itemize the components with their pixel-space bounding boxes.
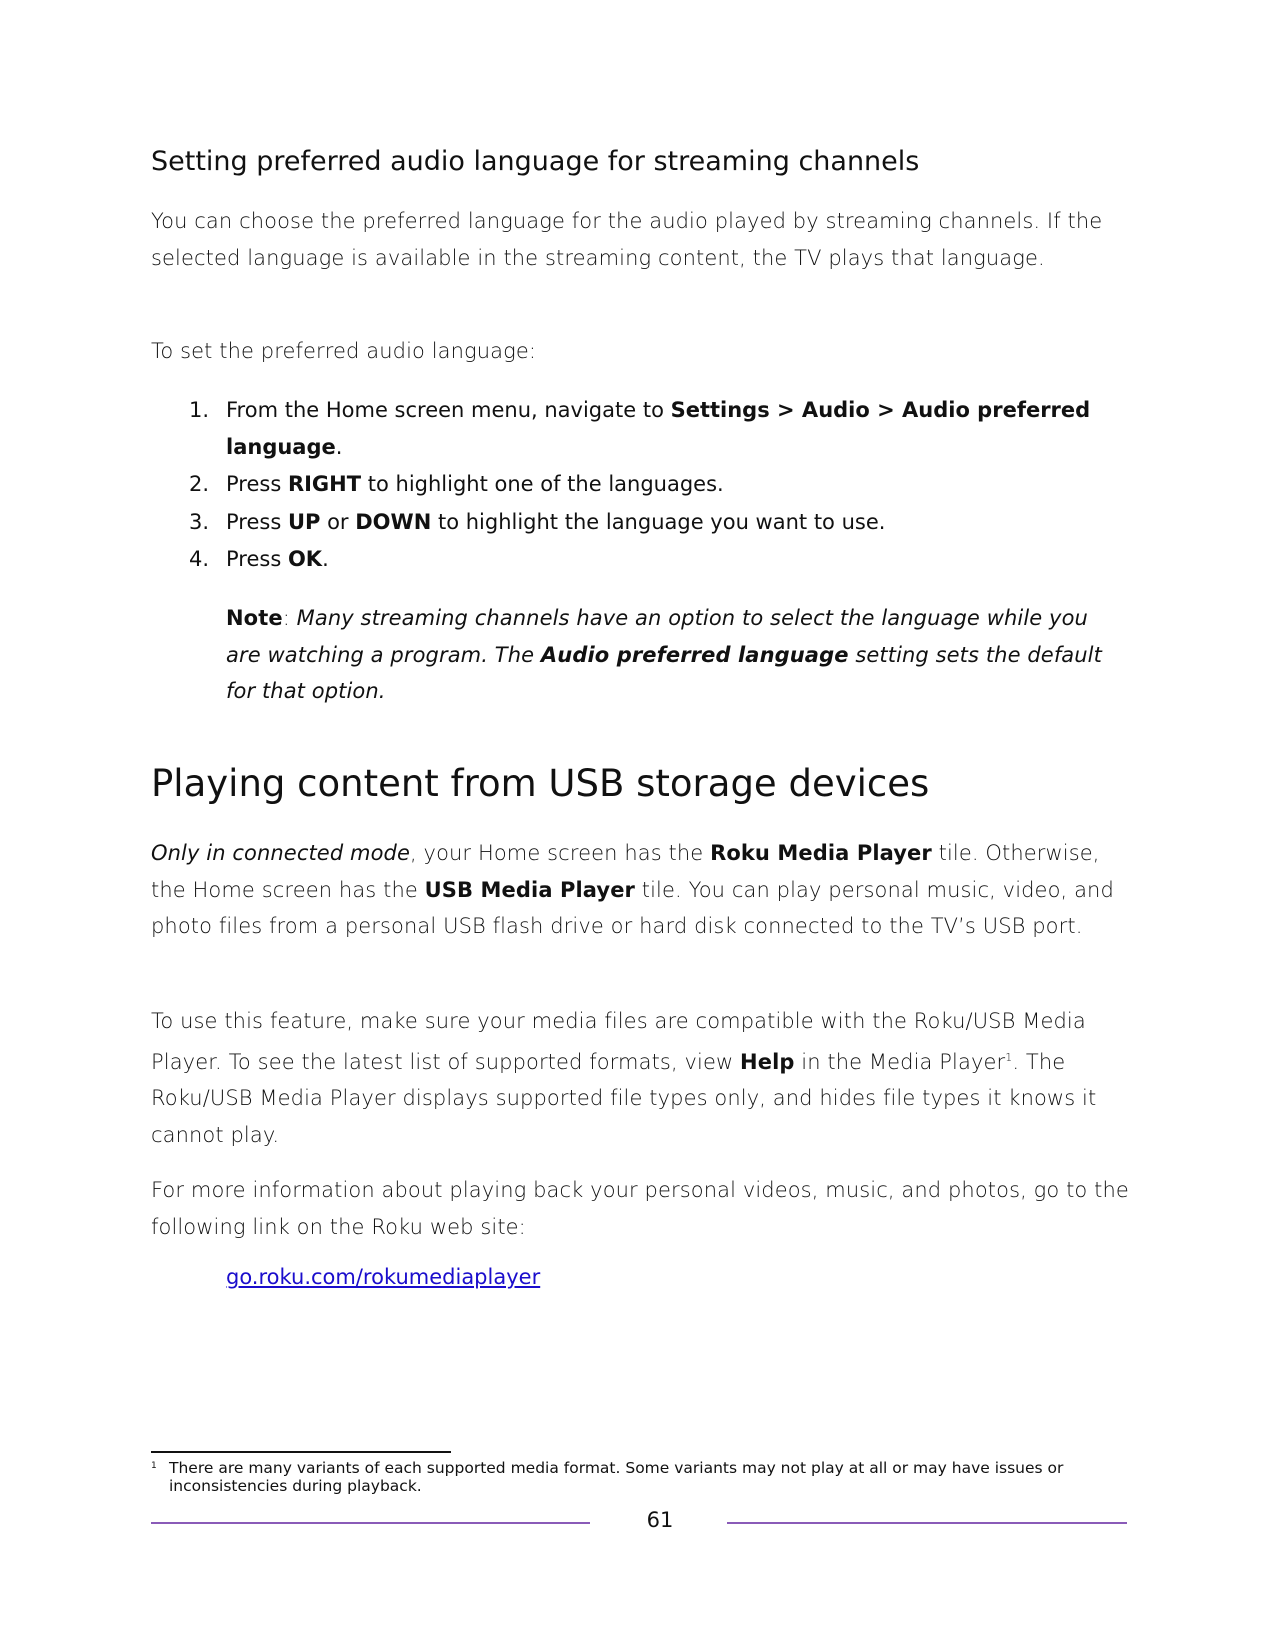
usb-paragraph-3: For more information about playing back your personal videos, music, and photos, go to the following link on the Roku web site: (151, 1178, 1129, 1239)
text: To use this feature, make sure your media files are compatible with the Roku/USB Media Player. To see the latest list of supported formats, view (151, 1009, 1086, 1074)
step-number: 3. (189, 509, 210, 534)
step-number: 2. (189, 472, 210, 497)
steps-lead: To set the preferred audio language: (151, 339, 537, 363)
step-text: . (335, 435, 343, 460)
section-heading-audio-language: Setting preferred audio language for streaming channels (151, 146, 920, 177)
step-number: 4. (189, 546, 210, 571)
footnote-text: There are many variants of each supported media format. Some variants may not play at all or may have issues or inconsistencies during playback. (169, 1459, 1064, 1495)
intro-paragraph: You can choose the preferred language for the audio played by streaming channels. If the selected language is available in the streaming content, the TV plays that language. (151, 209, 1103, 270)
list-item (151, 466, 1131, 503)
text: . The Roku/USB Media Player displays supported file types only, and hides file types it knows it cannot play. (151, 1049, 1097, 1148)
note-text: setting sets the default for that option. (226, 642, 1102, 704)
step-text: Press (226, 546, 288, 571)
note-label: Note (226, 606, 283, 630)
footnote-divider (151, 1451, 451, 1453)
usb-paragraph-2 (151, 1003, 1131, 1154)
footer-rule-right (727, 1522, 1127, 1524)
footnote-ref[interactable]: 1 (1005, 1050, 1013, 1064)
step-text: to highlight the language you want to use. (431, 509, 886, 534)
step-text: Press (226, 509, 288, 534)
page-number: 61 (646, 1508, 674, 1532)
step-bold: Settings > Audio > Audio preferred language (226, 398, 1091, 460)
note-sep: : (282, 606, 297, 630)
bold-text: USB Media Player (424, 877, 636, 902)
step-text: to highlight one of the languages. (361, 472, 724, 497)
italic-text: Only in connected mode (151, 841, 410, 865)
footnote-mark: 1 (151, 1461, 157, 1471)
list-item (151, 541, 1131, 578)
footnote (151, 1459, 1126, 1495)
step-bold: OK (287, 546, 323, 571)
text: tile. Otherwise, the Home screen has the (151, 841, 1100, 902)
usb-paragraph-1 (151, 835, 1131, 945)
list-item (151, 504, 1131, 541)
bold-text: Help (740, 1049, 795, 1074)
text: tile. You can play personal music, video, and photo files from a personal USB flash drive or hard disk connected to the TV’s USB port. (151, 877, 1114, 939)
step-text: Press (226, 472, 288, 497)
section-heading-usb: Playing content from USB storage devices (151, 762, 930, 805)
text: , your Home screen has the (410, 841, 711, 865)
footer-rule-left (151, 1522, 590, 1524)
roku-media-player-link[interactable]: go.roku.com/rokumediaplayer (226, 1265, 541, 1289)
text: in the Media Player (794, 1049, 1006, 1074)
note (226, 600, 1126, 710)
note-bold: Audio preferred language (540, 642, 849, 667)
step-text: . (322, 546, 329, 571)
note-text: Many streaming channels have an option to select the language while you are watching a program. The (226, 606, 1088, 667)
step-number: 1. (189, 398, 210, 422)
step-text: From the Home screen menu, navigate to (226, 398, 671, 422)
step-bold: UP (287, 509, 321, 534)
step-bold: DOWN (355, 509, 432, 534)
step-text: or (320, 509, 356, 534)
step-bold: RIGHT (287, 472, 362, 497)
bold-text: Roku Media Player (710, 841, 932, 865)
list-item (151, 392, 1131, 466)
steps-list (151, 392, 1131, 578)
